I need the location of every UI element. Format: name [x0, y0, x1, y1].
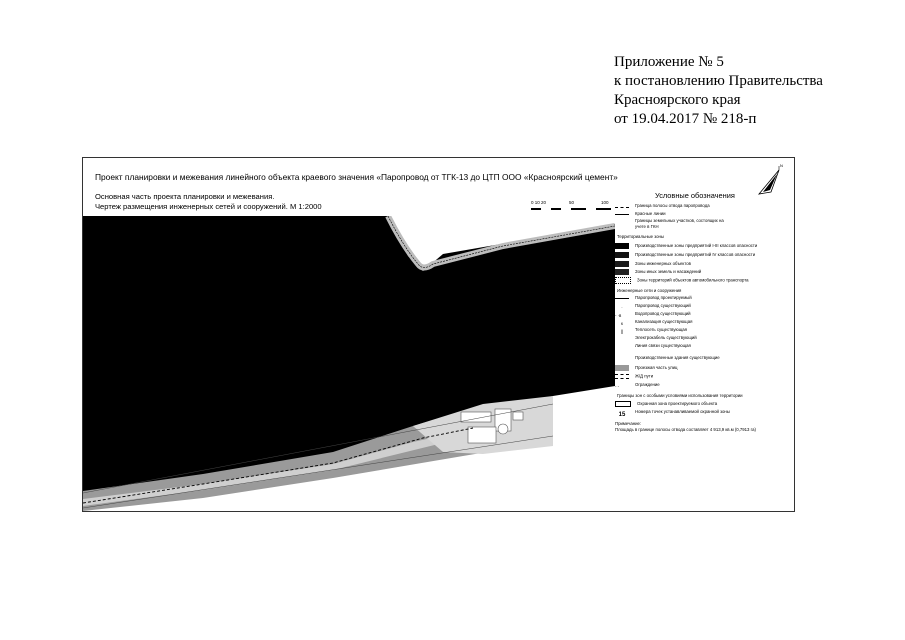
appendix-header	[614, 53, 899, 129]
map-drawing	[83, 216, 615, 511]
legend-net-6	[615, 336, 793, 341]
appendix-line-4: от 19.04.2017 № 218-п	[614, 111, 757, 127]
legend-zou-2: 15Номера точек устанавливаемой охранной зоны	[618, 409, 730, 419]
legend-section-networks: Инженерные сети и сооружения	[617, 288, 682, 293]
appendix-line-1: Приложение № 5	[614, 54, 724, 70]
legend-other-4: - - Ограждение	[615, 382, 660, 390]
north-arrow-icon	[753, 162, 793, 196]
scale-label-0: 0 10 20	[531, 200, 547, 205]
legend-item-red-lines	[615, 212, 793, 217]
legend-item-label: Паропровод существующий	[635, 303, 691, 308]
legend-net-2: · Паропровод существующий	[621, 303, 691, 311]
legend-item-label: Канализация существующая	[635, 319, 693, 324]
legend-item-label: Номера точек устанавливаемой охранной зоны	[635, 409, 730, 414]
legend-other-2	[615, 365, 793, 371]
scale-bar	[531, 200, 611, 214]
legend-item-label: Ограждение	[635, 382, 660, 387]
appendix-line-2: к постановлению Правительства	[614, 73, 823, 89]
scale-bar-line	[531, 208, 611, 210]
drawing-sheet	[82, 157, 795, 512]
legend-item-label: Паропровод проектируемый	[635, 295, 692, 300]
legend-item-label: Границы земельных участков, состоящих на	[635, 218, 724, 223]
sheet-title: Проект планировки и межевания линейного объекта краевого значения «Паропровод от ТГК-13 до ЦТП ООО «Красноярский цемент»	[95, 172, 618, 182]
legend-section-zones: Территориальные зоны	[617, 234, 665, 239]
legend-note-text: Площадь в границе полосы отвода составляет 4 913,9 кв.м (0,7913 га)	[615, 427, 756, 432]
legend-item-label: Проезжая часть улиц	[635, 364, 678, 370]
legend-item-label: Охранная зона проектируемого объекта	[637, 400, 718, 406]
appendix-line-3: Красноярского края	[614, 92, 741, 108]
svg-text:N: N	[780, 163, 783, 168]
legend-other-3	[615, 374, 793, 379]
legend-item-label: Ж/Д пути	[635, 373, 654, 379]
legend-other-1	[615, 356, 793, 361]
scale-label-1: 50	[569, 200, 575, 205]
legend-item-label: Зоны инженерных объектов	[635, 260, 691, 266]
legend-item-label: Производственные здания существующие	[635, 355, 720, 360]
legend-net-4: к Канализация существующая	[621, 319, 693, 327]
legend-zone-5	[615, 277, 793, 284]
legend-net-7	[615, 344, 793, 349]
legend-zone-2	[615, 252, 793, 258]
legend-title: Условные обозначения	[655, 191, 735, 200]
legend-zou-1	[615, 401, 793, 407]
legend-section-zou: Границы зон с особыми условиями использования территории	[617, 393, 743, 398]
legend-item-label: Зоны иных земель и насаждений	[635, 268, 702, 274]
legend-item-label: учете в ГКН	[635, 224, 659, 229]
legend-item-label: Электрокабель существующий	[635, 335, 697, 340]
legend-item-label: Зоны территорий объектов автомобильного транспорта	[637, 277, 749, 283]
legend-item-label: Производственные зоны предприятий I-III классов опасности	[635, 242, 758, 248]
legend-item-label: Красные линии	[635, 211, 666, 216]
legend-zone-4	[615, 269, 793, 275]
legend-note-label: Примечание:	[615, 421, 642, 426]
legend-item-label: Теплосеть существующая	[635, 327, 687, 332]
legend-net-3: - ·в Водопровод существующий	[615, 311, 691, 319]
legend-zone-3	[615, 261, 793, 267]
scale-label-2: 100	[601, 200, 609, 205]
legend-item-land-plots	[615, 219, 793, 224]
sheet-subtitle-2: Чертеж размещения инженерных сетей и сооружений. М 1:2000	[95, 202, 322, 211]
legend-item-label: Производственные зоны предприятий IV классов опасности	[635, 251, 756, 257]
map-legend	[615, 192, 793, 492]
sheet-subtitle-1: Основная часть проекта планировки и межевания.	[95, 192, 275, 201]
legend-zone-1	[615, 243, 793, 249]
legend-net-1	[615, 296, 793, 301]
legend-item-land-plots-2	[615, 225, 793, 230]
legend-net-5: || Теплосеть существующая	[620, 327, 687, 335]
legend-item-label: Водопровод существующий	[635, 311, 691, 316]
legend-item-label: Линия связи существующая	[635, 343, 691, 348]
legend-item-row-of-way	[615, 204, 793, 209]
legend-item-label: Граница полосы отвода паропровода	[635, 203, 710, 208]
